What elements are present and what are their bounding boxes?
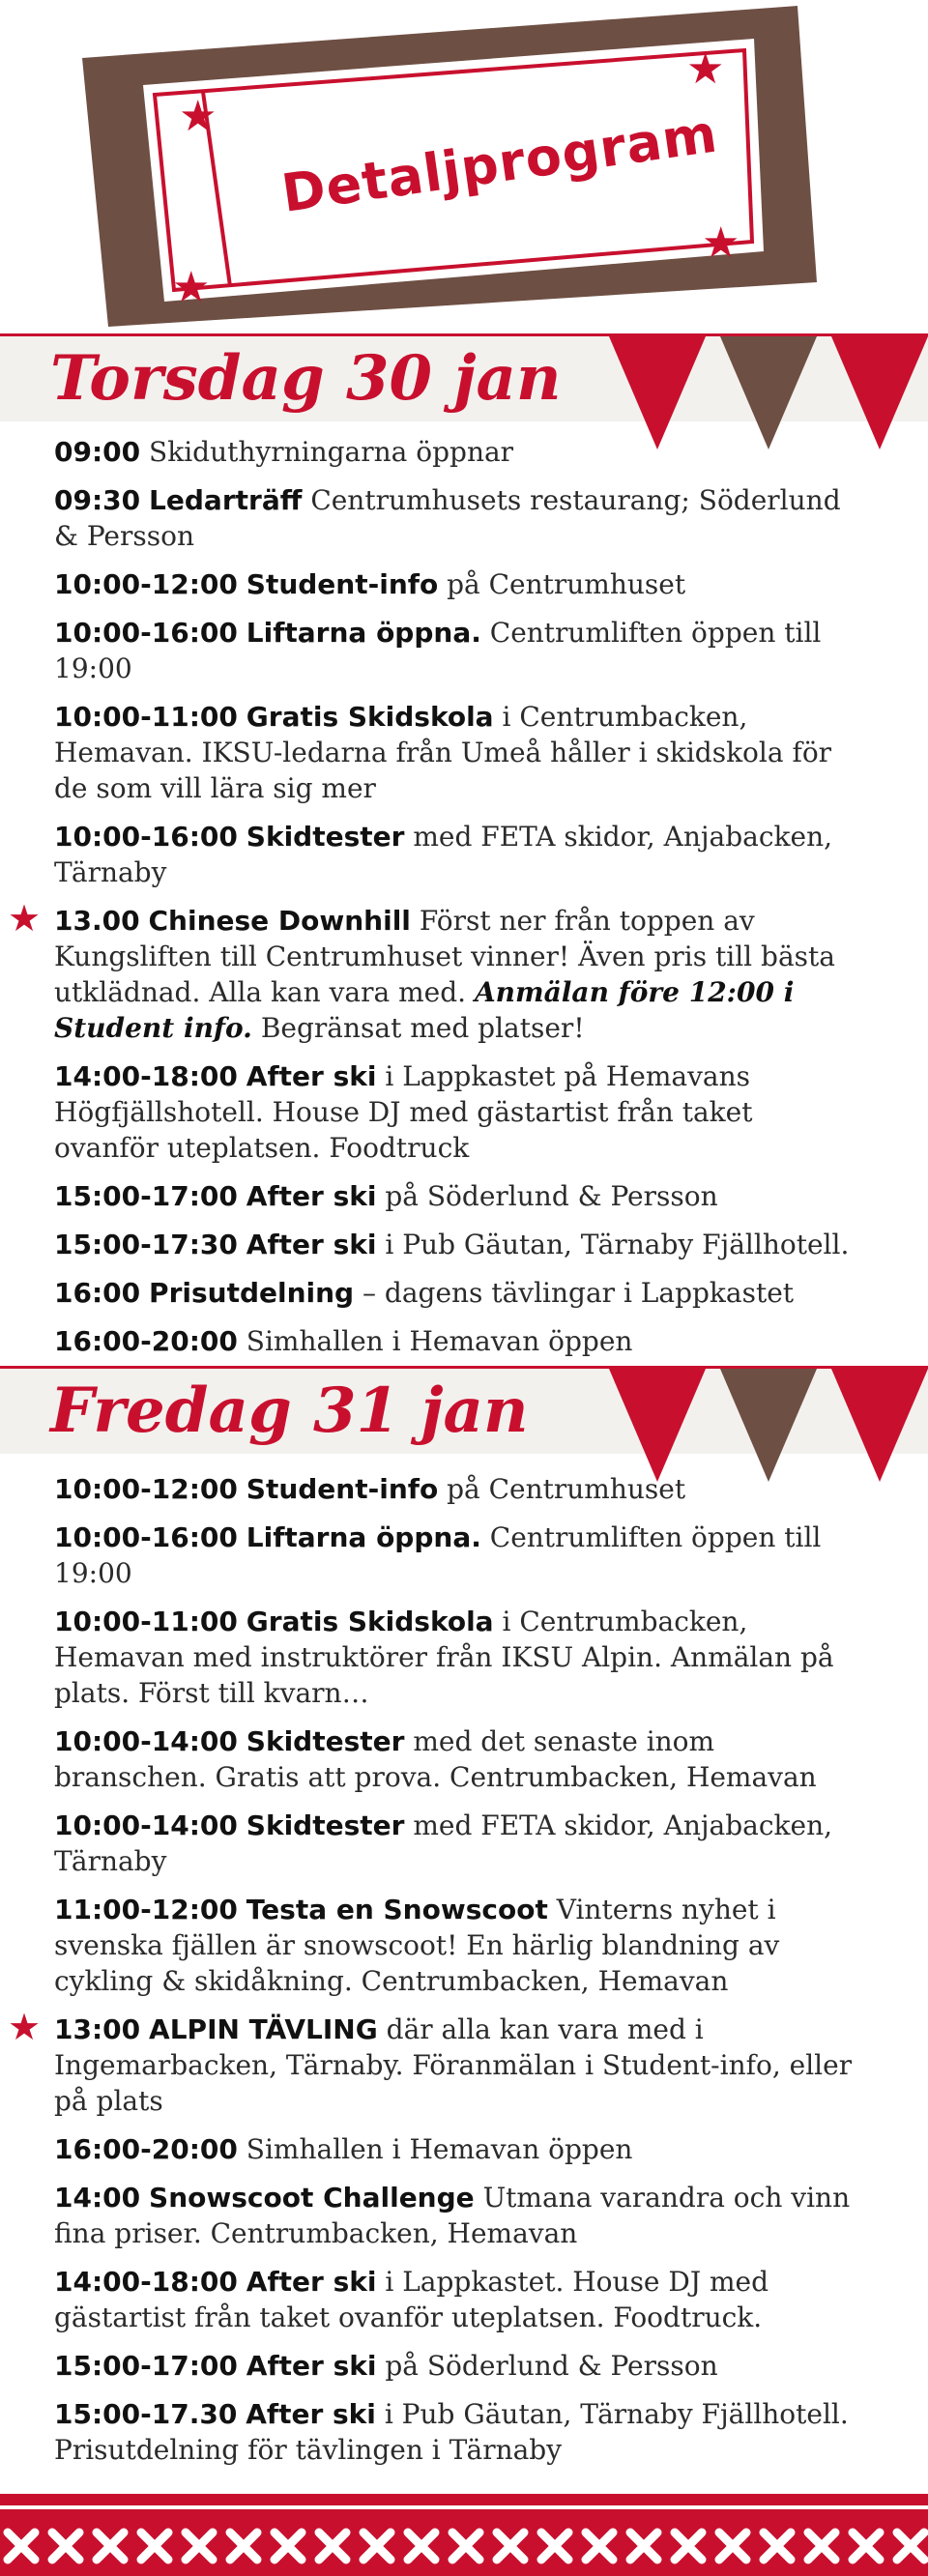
- event-description: på Söderlund & Persson: [385, 1180, 718, 1212]
- event-name: Gratis Skidskola: [246, 1606, 494, 1637]
- x-icon: [497, 2533, 524, 2560]
- event-description: Vinterns nyhet i svenska fjällen är snowscoot! En härlig blandning av cykling & skidåkning. Centrumbacken, Hemavan: [54, 1894, 780, 1997]
- x-icon: [141, 2533, 168, 2560]
- event-description: Centrumliften öppen till 19:00: [54, 617, 822, 684]
- x-icon: [97, 2533, 124, 2560]
- event-description: Simhallen i Hemavan öppen: [246, 1325, 633, 1357]
- event-description: på Centrumhuset: [447, 1473, 686, 1505]
- event-name: Liftarna öppna.: [246, 1521, 481, 1553]
- event-time: 09:00: [54, 436, 141, 468]
- star-icon: ★: [179, 92, 218, 141]
- event-time: 15:00-17:00: [54, 2350, 238, 2382]
- event-item: [54, 1520, 856, 1591]
- footer-x-pattern: [0, 2519, 928, 2572]
- event-time: 14:00-18:00: [54, 2266, 238, 2298]
- pennant-red: [831, 336, 928, 449]
- x-icon: [52, 2533, 79, 2560]
- event-item: [54, 1178, 856, 1214]
- footer-stripe: [0, 2505, 928, 2509]
- event-name: Ledarträff: [149, 484, 303, 516]
- event-description: i Pub Gäutan, Tärnaby Fjällhotell. Prisutdelning för tävlingen i Tärnaby: [54, 2398, 849, 2466]
- event-name: Prisutdelning: [149, 1277, 355, 1309]
- event-name: Chinese Downhill: [148, 905, 411, 937]
- event-time: 15:00-17:30: [54, 1229, 238, 1260]
- event-description: Centrumhusets restaurang; Söderlund & Persson: [54, 484, 841, 552]
- event-name: Liftarna öppna.: [246, 617, 481, 649]
- event-item: [54, 434, 856, 470]
- star-icon: ★: [686, 44, 725, 94]
- event-name: After ski: [246, 2398, 376, 2430]
- event-description: i Lappkastet på Hemavans Högfjällshotell. House DJ med gästartist från taket ovanför uteplatsen. Foodtruck: [54, 1060, 753, 1164]
- x-icon: [319, 2533, 346, 2560]
- x-icon: [808, 2533, 835, 2560]
- event-description: på Söderlund & Persson: [385, 2350, 718, 2382]
- event-time: 16:00-20:00: [54, 1325, 238, 1357]
- x-icon: [408, 2533, 435, 2560]
- event-name: ALPIN TÄVLING: [149, 2013, 378, 2045]
- x-icon: [630, 2533, 657, 2560]
- event-name: After ski: [246, 2350, 377, 2382]
- x-icon: [363, 2533, 391, 2560]
- event-item: [8, 2006, 856, 2119]
- event-time: 16:00: [54, 1277, 141, 1309]
- event-item: [54, 2180, 856, 2251]
- event-name: Skidtester: [246, 1725, 405, 1757]
- event-item: [54, 1808, 856, 1879]
- event-time: 16:00-20:00: [54, 2133, 238, 2165]
- event-item: [54, 2396, 856, 2468]
- event-time: 10:00-11:00: [54, 701, 238, 733]
- x-icon: [897, 2533, 924, 2560]
- event-name: After ski: [246, 1060, 377, 1092]
- day-title: Torsdag 30 jan: [50, 342, 562, 415]
- star-icon: ★: [8, 2006, 42, 2048]
- event-time: 10:00-16:00: [54, 1521, 238, 1553]
- day-title: Fredag 31 jan: [50, 1375, 529, 1447]
- event-item: [54, 1604, 856, 1711]
- event-item: [54, 1892, 856, 1999]
- event-time: 15:00-17:00: [54, 1180, 238, 1212]
- event-name: Skidtester: [246, 1809, 405, 1841]
- event-item: [54, 1058, 856, 1166]
- star-icon: ★: [172, 263, 211, 312]
- star-icon: ★: [702, 218, 740, 268]
- event-time: 10:00-16:00: [54, 617, 238, 649]
- day-header: [0, 1366, 928, 1454]
- pennant-red: [609, 336, 706, 449]
- event-item: [54, 482, 856, 554]
- x-icon: [186, 2533, 213, 2560]
- x-icon: [541, 2533, 568, 2560]
- event-time: 15:00-17.30: [54, 2398, 238, 2430]
- x-icon: [719, 2533, 746, 2560]
- event-item: [54, 2264, 856, 2335]
- event-item: [54, 566, 856, 602]
- event-list: [8, 1471, 856, 2480]
- event-time: 13.00: [54, 905, 140, 937]
- event-description: på Centrumhuset: [447, 568, 686, 600]
- event-description: i Centrumbacken, Hemavan med instruktörer från IKSU Alpin. Anmälan på plats. Först till kvarn…: [54, 1606, 834, 1709]
- event-time: 13:00: [54, 2013, 141, 2045]
- event-name: Gratis Skidskola: [246, 701, 494, 733]
- event-item: [54, 2348, 856, 2384]
- x-icon: [275, 2533, 302, 2560]
- event-item: [54, 699, 856, 806]
- star-icon: ★: [8, 897, 42, 940]
- event-item: [54, 615, 856, 686]
- event-time: 10:00-16:00: [54, 821, 238, 853]
- pennant-brown: [720, 1369, 817, 1482]
- event-time: 11:00-12:00: [54, 1894, 238, 1925]
- event-description: med det senaste inom branschen. Gratis att prova. Centrumbacken, Hemavan: [54, 1725, 817, 1793]
- pennant-red: [609, 1369, 706, 1482]
- event-name: Skidtester: [246, 821, 405, 853]
- day-header: [0, 333, 928, 421]
- event-name: After ski: [246, 2266, 377, 2298]
- event-description: – dagens tävlingar i Lappkastet: [362, 1277, 795, 1309]
- event-item: [54, 2131, 856, 2167]
- event-item: [54, 1723, 856, 1795]
- event-time: 09:30: [54, 484, 141, 516]
- event-description: Först ner från toppen av Kungsliften till Centrumhuset vinner! Även pris till bästa utklädnad. Alla kan vara med.: [54, 905, 835, 1008]
- x-icon: [8, 2533, 35, 2560]
- event-item: [54, 1471, 856, 1507]
- event-description: Centrumliften öppen till 19:00: [54, 1521, 822, 1589]
- event-description: i Centrumbacken, Hemavan. IKSU-ledarna från Umeå håller i skidskola för de som vill lära sig mer: [54, 701, 832, 804]
- event-description: Simhallen i Hemavan öppen: [246, 2133, 633, 2165]
- x-icon: [764, 2533, 791, 2560]
- pennant-banner: [609, 1369, 928, 1485]
- event-description: med FETA skidor, Anjabacken, Tärnaby: [54, 1809, 833, 1877]
- x-icon: [853, 2533, 880, 2560]
- event-time: 10:00-14:00: [54, 1725, 238, 1757]
- event-time: 10:00-12:00: [54, 1473, 238, 1505]
- event-name: Testa en Snowscoot: [246, 1894, 548, 1925]
- event-description: där alla kan vara med i Ingemarbacken, Tärnaby. Föranmälan i Student-info, eller på plats: [54, 2013, 853, 2117]
- event-name: Student-info: [246, 1473, 439, 1505]
- event-time: 10:00-14:00: [54, 1809, 238, 1841]
- x-icon: [230, 2533, 257, 2560]
- event-item: [54, 1323, 856, 1359]
- event-note-tail: Begränsat med platser!: [260, 1012, 585, 1044]
- event-list: [8, 434, 856, 1372]
- x-icon: [452, 2533, 479, 2560]
- event-name: After ski: [246, 1180, 377, 1212]
- event-description: Utmana varandra och vinn fina priser. Centrumbacken, Hemavan: [54, 2182, 851, 2249]
- pennant-brown: [720, 336, 817, 449]
- event-note: Anmälan före 12:00 i Student info.: [54, 976, 795, 1044]
- event-name: Snowscoot Challenge: [149, 2182, 475, 2214]
- event-description: i Lappkastet. House DJ med gästartist från taket ovanför uteplatsen. Foodtruck.: [54, 2266, 769, 2333]
- event-time: 10:00-12:00: [54, 568, 238, 600]
- page-title: Detaljprogram: [277, 102, 722, 224]
- x-icon: [586, 2533, 613, 2560]
- event-time: 14:00: [54, 2182, 141, 2214]
- event-time: 10:00-11:00: [54, 1606, 238, 1637]
- x-icon: [675, 2533, 702, 2560]
- event-item: [54, 1227, 856, 1262]
- event-name: Student-info: [246, 568, 439, 600]
- event-name: After ski: [246, 1229, 377, 1260]
- event-description: i Pub Gäutan, Tärnaby Fjällhotell.: [385, 1229, 850, 1260]
- event-description: Skiduthyrningarna öppnar: [149, 436, 514, 468]
- ticket-header: [0, 0, 928, 338]
- pennant-red: [831, 1369, 928, 1482]
- event-item: [54, 1275, 856, 1311]
- event-time: 14:00-18:00: [54, 1060, 238, 1092]
- event-item: [54, 819, 856, 890]
- event-description: med FETA skidor, Anjabacken, Tärnaby: [54, 821, 833, 888]
- event-item: [8, 897, 856, 1046]
